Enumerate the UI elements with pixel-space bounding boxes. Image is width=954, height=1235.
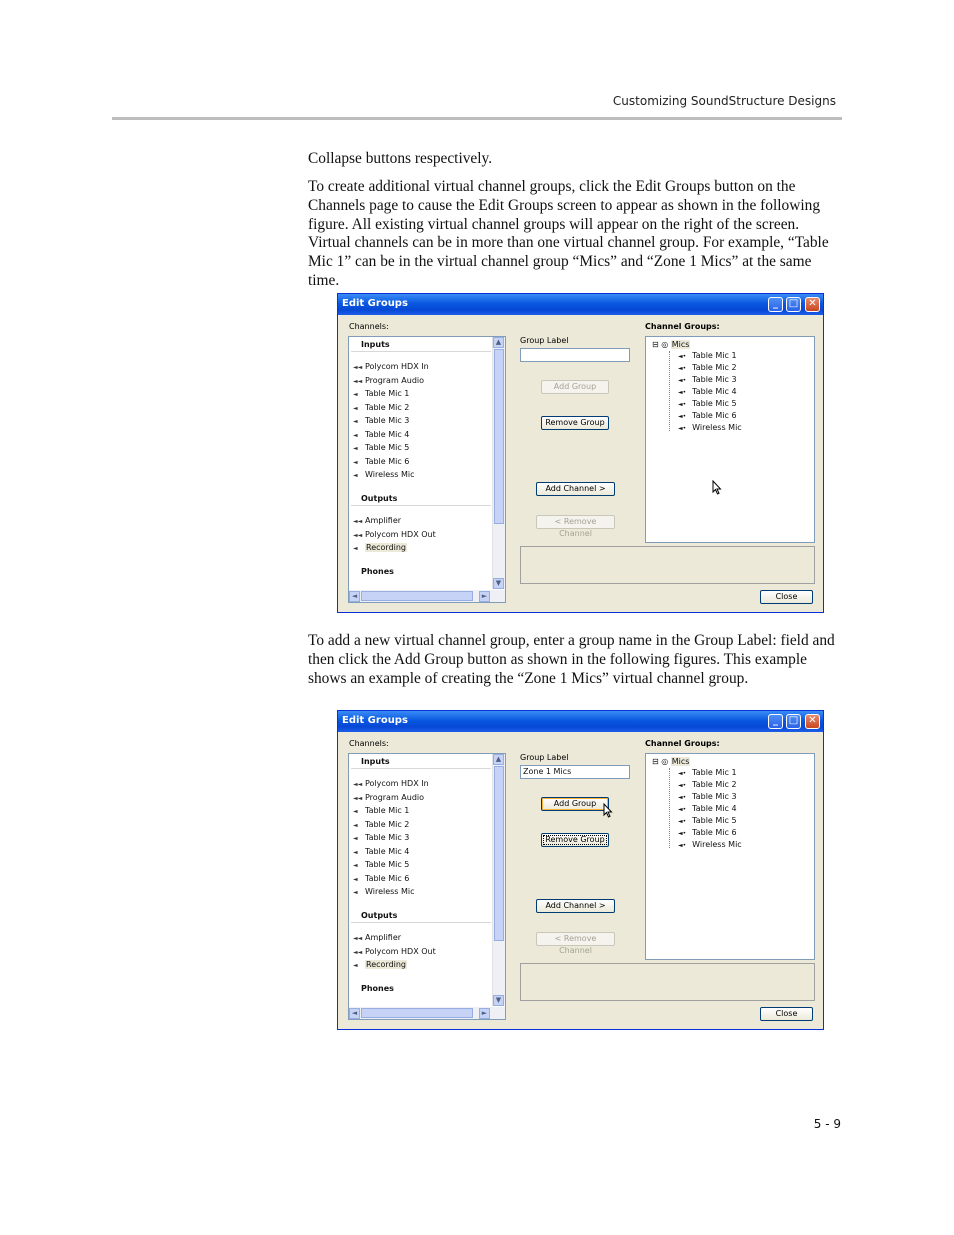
mono-channel-icon: ◄•	[678, 830, 687, 837]
scroll-thumb[interactable]	[494, 766, 504, 941]
page-header-title: Customizing SoundStructure Designs	[612, 94, 836, 108]
stereo-channel-icon: ◄◄	[353, 532, 363, 539]
section-inputs: Inputs	[361, 340, 390, 349]
list-item[interactable]: ◄◄ Polycom HDX In	[353, 779, 429, 788]
close-button[interactable]: Close	[760, 590, 813, 604]
edit-groups-dialog-1	[337, 293, 824, 613]
scroll-thumb[interactable]	[361, 591, 473, 601]
mono-channel-icon: ◄	[353, 472, 358, 479]
tree-item[interactable]: ◄• Table Mic 4	[678, 387, 737, 396]
message-area	[520, 546, 815, 584]
list-item[interactable]: ◄◄ Program Audio	[353, 376, 425, 385]
group-icon: ◎	[661, 757, 669, 766]
list-item[interactable]: ◄ Recording	[353, 960, 407, 969]
list-item[interactable]: ◄◄ Polycom HDX Out	[353, 947, 436, 956]
scroll-right-icon[interactable]: ►	[479, 1008, 490, 1019]
group-label-input[interactable]: Zone 1 Mics	[520, 765, 630, 779]
maximize-icon[interactable]: □	[786, 714, 801, 729]
list-item[interactable]: ◄◄ Polycom HDX In	[353, 362, 429, 371]
minimize-icon[interactable]: _	[768, 714, 783, 729]
mouse-cursor-icon	[603, 803, 613, 818]
tree-root[interactable]: ⊟ ◎ Mics	[652, 340, 690, 349]
scroll-left-icon[interactable]: ◄	[349, 591, 360, 602]
message-area	[520, 963, 815, 1001]
list-item[interactable]: ◄ Table Mic 6	[353, 874, 410, 883]
tree-item[interactable]: ◄• Table Mic 4	[678, 804, 737, 813]
tree-item[interactable]: ◄• Table Mic 1	[678, 351, 737, 360]
mono-channel-icon: ◄•	[678, 782, 687, 789]
channel-groups-tree[interactable]	[645, 336, 815, 543]
mono-channel-icon: ◄	[353, 876, 358, 883]
mono-channel-icon: ◄•	[678, 377, 687, 384]
section-divider	[351, 922, 491, 923]
collapse-icon[interactable]: ⊟	[652, 340, 659, 349]
dialog-title: Edit Groups	[342, 715, 408, 726]
section-inputs: Inputs	[361, 757, 390, 766]
titlebar	[338, 711, 823, 732]
mono-channel-icon: ◄•	[678, 413, 687, 420]
mono-channel-icon: ◄•	[678, 818, 687, 825]
list-item[interactable]: ◄ Table Mic 5	[353, 443, 410, 452]
add-group-button[interactable]: Add Group	[541, 380, 609, 394]
channels-listbox[interactable]	[348, 336, 506, 603]
list-item[interactable]: ◄ Table Mic 4	[353, 847, 410, 856]
vertical-scrollbar[interactable]	[492, 754, 505, 1006]
mono-channel-icon: ◄•	[678, 425, 687, 432]
stereo-channel-icon: ◄◄	[353, 364, 363, 371]
vertical-scrollbar[interactable]	[492, 337, 505, 589]
scroll-right-icon[interactable]: ►	[479, 591, 490, 602]
mono-channel-icon: ◄	[353, 405, 358, 412]
tree-line	[669, 351, 670, 431]
list-item[interactable]: ◄◄ Polycom HDX Out	[353, 530, 436, 539]
remove-group-button[interactable]: Remove Group	[541, 833, 609, 847]
horizontal-scrollbar[interactable]	[349, 1007, 505, 1019]
remove-group-button[interactable]: Remove Group	[541, 416, 609, 430]
channels-label: Channels:	[349, 739, 389, 748]
list-item[interactable]: ◄ Table Mic 3	[353, 416, 410, 425]
section-phones: Phones	[361, 567, 394, 576]
channel-groups-label: Channel Groups:	[645, 322, 720, 331]
stereo-channel-icon: ◄◄	[353, 949, 363, 956]
tree-item[interactable]: ◄• Table Mic 6	[678, 828, 737, 837]
mono-channel-icon: ◄	[353, 962, 358, 969]
stereo-channel-icon: ◄◄	[353, 378, 363, 385]
add-group-button[interactable]: Add Group	[541, 797, 609, 811]
page-number: 5 - 9	[813, 1117, 841, 1131]
paragraph-3: To add a new virtual channel group, enter a group name in the Group Label: field and then click the Add Group button as shown in the following figures. This example shows an example of creating the “Zone 1 Mics” virtual channel group.	[308, 632, 835, 687]
mono-channel-icon: ◄•	[678, 842, 687, 849]
tree-item[interactable]: ◄• Table Mic 5	[678, 816, 737, 825]
tree-item[interactable]: ◄• Table Mic 1	[678, 768, 737, 777]
channels-listbox[interactable]	[348, 753, 506, 1020]
tree-item[interactable]: ◄• Wireless Mic	[678, 840, 742, 849]
section-divider	[351, 768, 491, 769]
close-icon[interactable]: ✕	[805, 714, 820, 729]
maximize-icon[interactable]: □	[786, 297, 801, 312]
tree-item[interactable]: ◄• Table Mic 6	[678, 411, 737, 420]
group-label-caption: Group Label	[520, 336, 569, 345]
close-button[interactable]: Close	[760, 1007, 813, 1021]
mono-channel-icon: ◄	[353, 849, 358, 856]
list-item[interactable]: ◄ Wireless Mic	[353, 470, 415, 479]
mono-channel-icon: ◄	[353, 418, 358, 425]
tree-item[interactable]: ◄• Table Mic 3	[678, 792, 737, 801]
group-icon: ◎	[661, 340, 669, 349]
mono-channel-icon: ◄	[353, 432, 358, 439]
list-item[interactable]: ◄ Wireless Mic	[353, 887, 415, 896]
mono-channel-icon: ◄•	[678, 794, 687, 801]
tree-item[interactable]: ◄• Table Mic 5	[678, 399, 737, 408]
channel-groups-label: Channel Groups:	[645, 739, 720, 748]
paragraph-2: To create additional virtual channel groups, click the Edit Groups button on the Channels page to cause the Edit Groups screen to appear as shown in the following figure. All existing virtual channel groups will appear on the right of the screen. Virtual channels can be in more than one virtual channel group. For example, “Table Mic 1” can be in the virtual channel group “Mics” and “Zone 1 Mics” at the same time.	[308, 178, 829, 289]
close-icon[interactable]: ✕	[805, 297, 820, 312]
minimize-icon[interactable]: _	[768, 297, 783, 312]
dialog-title: Edit Groups	[342, 298, 408, 309]
titlebar	[338, 294, 823, 315]
mono-channel-icon: ◄	[353, 391, 358, 398]
list-item[interactable]: ◄ Recording	[353, 543, 407, 552]
group-label-caption: Group Label	[520, 753, 569, 762]
remove-channel-button[interactable]: < Remove Channel	[536, 515, 615, 529]
mono-channel-icon: ◄•	[678, 401, 687, 408]
list-item[interactable]: ◄◄ Amplifier	[353, 516, 402, 525]
stereo-channel-icon: ◄◄	[353, 518, 363, 525]
mouse-cursor-icon	[712, 480, 722, 495]
mono-channel-icon: ◄	[353, 445, 358, 452]
list-item[interactable]: ◄ Table Mic 6	[353, 457, 410, 466]
list-item[interactable]: ◄ Table Mic 2	[353, 403, 410, 412]
tree-root[interactable]: ⊟ ◎ Mics	[652, 757, 690, 766]
scroll-thumb[interactable]	[494, 349, 504, 524]
list-item[interactable]: ◄ Table Mic 3	[353, 833, 410, 842]
scroll-down-icon[interactable]: ▼	[493, 995, 504, 1006]
mono-channel-icon: ◄•	[678, 806, 687, 813]
mono-channel-icon: ◄	[353, 889, 358, 896]
list-item[interactable]: ◄ Table Mic 1	[353, 389, 410, 398]
scroll-thumb[interactable]	[361, 1008, 473, 1018]
paragraph-1: Collapse buttons respectively.	[308, 150, 493, 167]
mono-channel-icon: ◄	[353, 835, 358, 842]
stereo-channel-icon: ◄◄	[353, 935, 363, 942]
section-outputs: Outputs	[361, 494, 398, 503]
channels-label: Channels:	[349, 322, 389, 331]
add-channel-button[interactable]: Add Channel >	[536, 899, 615, 913]
stereo-channel-icon: ◄◄	[353, 795, 363, 802]
section-outputs: Outputs	[361, 911, 398, 920]
scroll-up-icon[interactable]: ▲	[493, 754, 504, 765]
section-phones: Phones	[361, 984, 394, 993]
add-channel-button[interactable]: Add Channel >	[536, 482, 615, 496]
tree-item[interactable]: ◄• Table Mic 2	[678, 363, 737, 372]
channel-groups-tree[interactable]	[645, 753, 815, 960]
mono-channel-icon: ◄	[353, 862, 358, 869]
scroll-down-icon[interactable]: ▼	[493, 578, 504, 589]
list-item[interactable]: ◄ Table Mic 5	[353, 860, 410, 869]
header-rule	[112, 117, 842, 120]
section-divider	[351, 505, 491, 506]
list-item[interactable]: ◄ Table Mic 1	[353, 806, 410, 815]
mono-channel-icon: ◄	[353, 808, 358, 815]
scroll-up-icon[interactable]: ▲	[493, 337, 504, 348]
mono-channel-icon: ◄	[353, 459, 358, 466]
horizontal-scrollbar[interactable]	[349, 590, 505, 602]
mono-channel-icon: ◄	[353, 822, 358, 829]
mono-channel-icon: ◄•	[678, 770, 687, 777]
mono-channel-icon: ◄•	[678, 353, 687, 360]
section-divider	[351, 351, 491, 352]
list-item[interactable]: ◄◄ Program Audio	[353, 793, 425, 802]
scroll-left-icon[interactable]: ◄	[349, 1008, 360, 1019]
list-item[interactable]: ◄◄ Amplifier	[353, 933, 402, 942]
mono-channel-icon: ◄•	[678, 389, 687, 396]
tree-line	[669, 768, 670, 848]
list-item[interactable]: ◄ Table Mic 2	[353, 820, 410, 829]
tree-item[interactable]: ◄• Wireless Mic	[678, 423, 742, 432]
stereo-channel-icon: ◄◄	[353, 781, 363, 788]
list-item[interactable]: ◄ Table Mic 4	[353, 430, 410, 439]
tree-item[interactable]: ◄• Table Mic 2	[678, 780, 737, 789]
group-label-input[interactable]	[520, 348, 630, 362]
tree-item[interactable]: ◄• Table Mic 3	[678, 375, 737, 384]
mono-channel-icon: ◄	[353, 545, 358, 552]
remove-channel-button[interactable]: < Remove Channel	[536, 932, 615, 946]
collapse-icon[interactable]: ⊟	[652, 757, 659, 766]
edit-groups-dialog-2	[337, 710, 824, 1030]
mono-channel-icon: ◄•	[678, 365, 687, 372]
